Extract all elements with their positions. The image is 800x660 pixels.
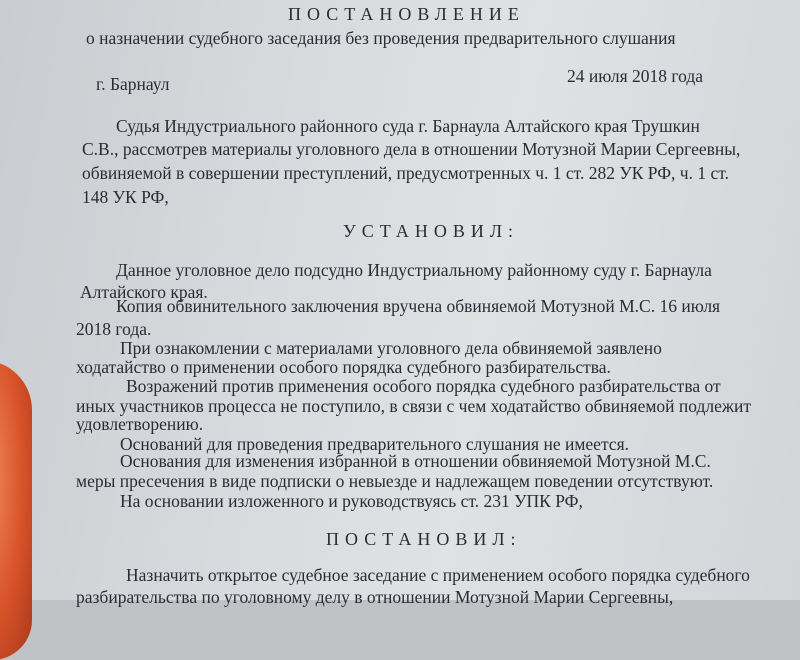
section-established-heading: УСТАНОВИЛ: [343, 221, 520, 241]
established-line: иных участников процесса не поступило, в связи с чем ходатайство обвиняемой подлежит [76, 396, 752, 416]
document-title: ПОСТАНОВЛЕНИЕ [288, 4, 525, 24]
document-city: г. Барнаул [96, 74, 170, 94]
decided-line: разбирательства по уголовному делу в отношении Мотузной Марии Сергеевны, [76, 587, 674, 607]
intro-line: С.В., рассмотрев материалы уголовного дела в отношении Мотузной Марии Сергеевны, [82, 139, 741, 159]
established-line: Оснований для проведения предварительного слушания не имеется. [120, 434, 630, 454]
intro-line: 148 УК РФ, [82, 187, 169, 207]
document-subtitle: о назначении судебного заседания без проведения предварительного слушания [86, 28, 676, 48]
established-line: Данное уголовное дело подсудно Индустриальному районному суду г. Барнаула [116, 260, 712, 280]
established-line: Копия обвинительного заключения вручена обвиняемой Мотузной М.С. 16 июля [116, 296, 721, 316]
established-line: На основании изложенного и руководствуясь ст. 231 УПК РФ, [120, 491, 583, 511]
established-line: меры пресечения в виде подписки о невыезде и надлежащем поведении отсутствуют. [76, 471, 714, 491]
intro-line: Судья Индустриального районного суда г. Барнаула Алтайского края Трушкин [116, 116, 700, 136]
established-line: удовлетворению. [76, 414, 204, 434]
document-date: 24 июля 2018 года [567, 66, 704, 86]
established-line: Возражений против применения особого порядка судебного разбирательства от [126, 376, 721, 396]
finger-photo-edge [0, 360, 32, 660]
intro-line: обвиняемой в совершении преступлений, предусмотренных ч. 1 ст. 282 УК РФ, ч. 1 ст. [82, 163, 729, 183]
established-line: При ознакомлении с материалами уголовного дела обвиняемой заявлено [120, 338, 662, 358]
established-line: Основания для изменения избранной в отношении обвиняемой Мотузной М.С. [120, 451, 711, 471]
section-decided-heading: ПОСТАНОВИЛ: [326, 529, 522, 549]
decided-line: Назначить открытое судебное заседание с применением особого порядка судебного [126, 565, 750, 585]
established-line: ходатайство о применении особого порядка судебного разбирательства. [76, 357, 611, 377]
established-line: Алтайского края. [80, 282, 208, 302]
established-line: 2018 года. [76, 319, 152, 339]
